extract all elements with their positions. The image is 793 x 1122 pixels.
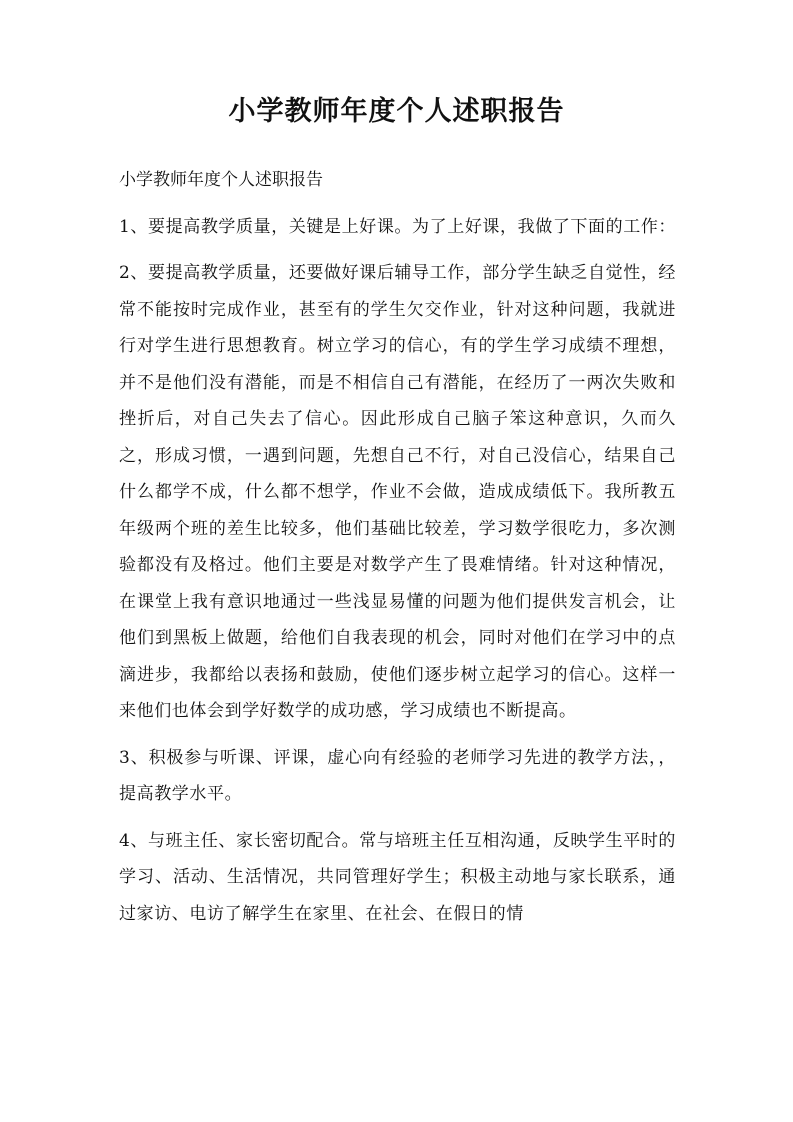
document-body — [119, 162, 676, 942]
paragraph-1: 1、要提高教学质量，关键是上好课。为了上好课，我做了下面的工作： — [119, 216, 677, 237]
document-title: 小学教师年度个人述职报告 — [228, 96, 565, 127]
document-subtitle: 小学教师年度个人述职报告 — [119, 170, 323, 190]
paragraph-2: 2、要提高教学质量，还要做好课后辅导工作，部分学生缺乏自觉性，经常不能按时完成作业，甚至有的学生欠交作业，针对这种问题，我就进行对学生进行思想教育。树立学习的信心，有的学生学习成绩不理想，并不是他们没有潜能，而是不相信自己有潜能，在经历了一两次失败和挫折后，对自己失去了信心。因此形成自己脑子笨这种意识，久而久之，形成习惯，一遇到问题，先想自己不行，对自己没信心，结果自己什么都学不成，什么都不想学，作业不会做，造成成绩低下。我所教五年级两个班的差生比较多，他们基础比较差，学习数学很吃力，多次测验都没有及格过。他们主要是对数学产生了畏难情绪。针对这种情况，在课堂上我有意识地通过一些浅显易懂的问题为他们提供发言机会，让他们到黑板上做题，给他们自我表现的机会，同时对他们在学习中的点滴进步，我都给以表扬和鼓励，使他们逐步树立起学习的信心。这样一来他们也体会到学好数学的成功感，学习成绩也不断提高。 — [119, 263, 677, 721]
paragraph-4: 4、与班主任、家长密切配合。常与培班主任互相沟通，反映学生平时的学习、活动、生活情况，共同管理好学生；积极主动地与家长联系，通过家访、电访了解学生在家里、在社会、在假日的情 — [119, 830, 677, 924]
paragraph-3: 3、积极参与听课、评课，虚心向有经验的老师学习先进的教学方法，，提高教学水平。 — [119, 747, 676, 804]
